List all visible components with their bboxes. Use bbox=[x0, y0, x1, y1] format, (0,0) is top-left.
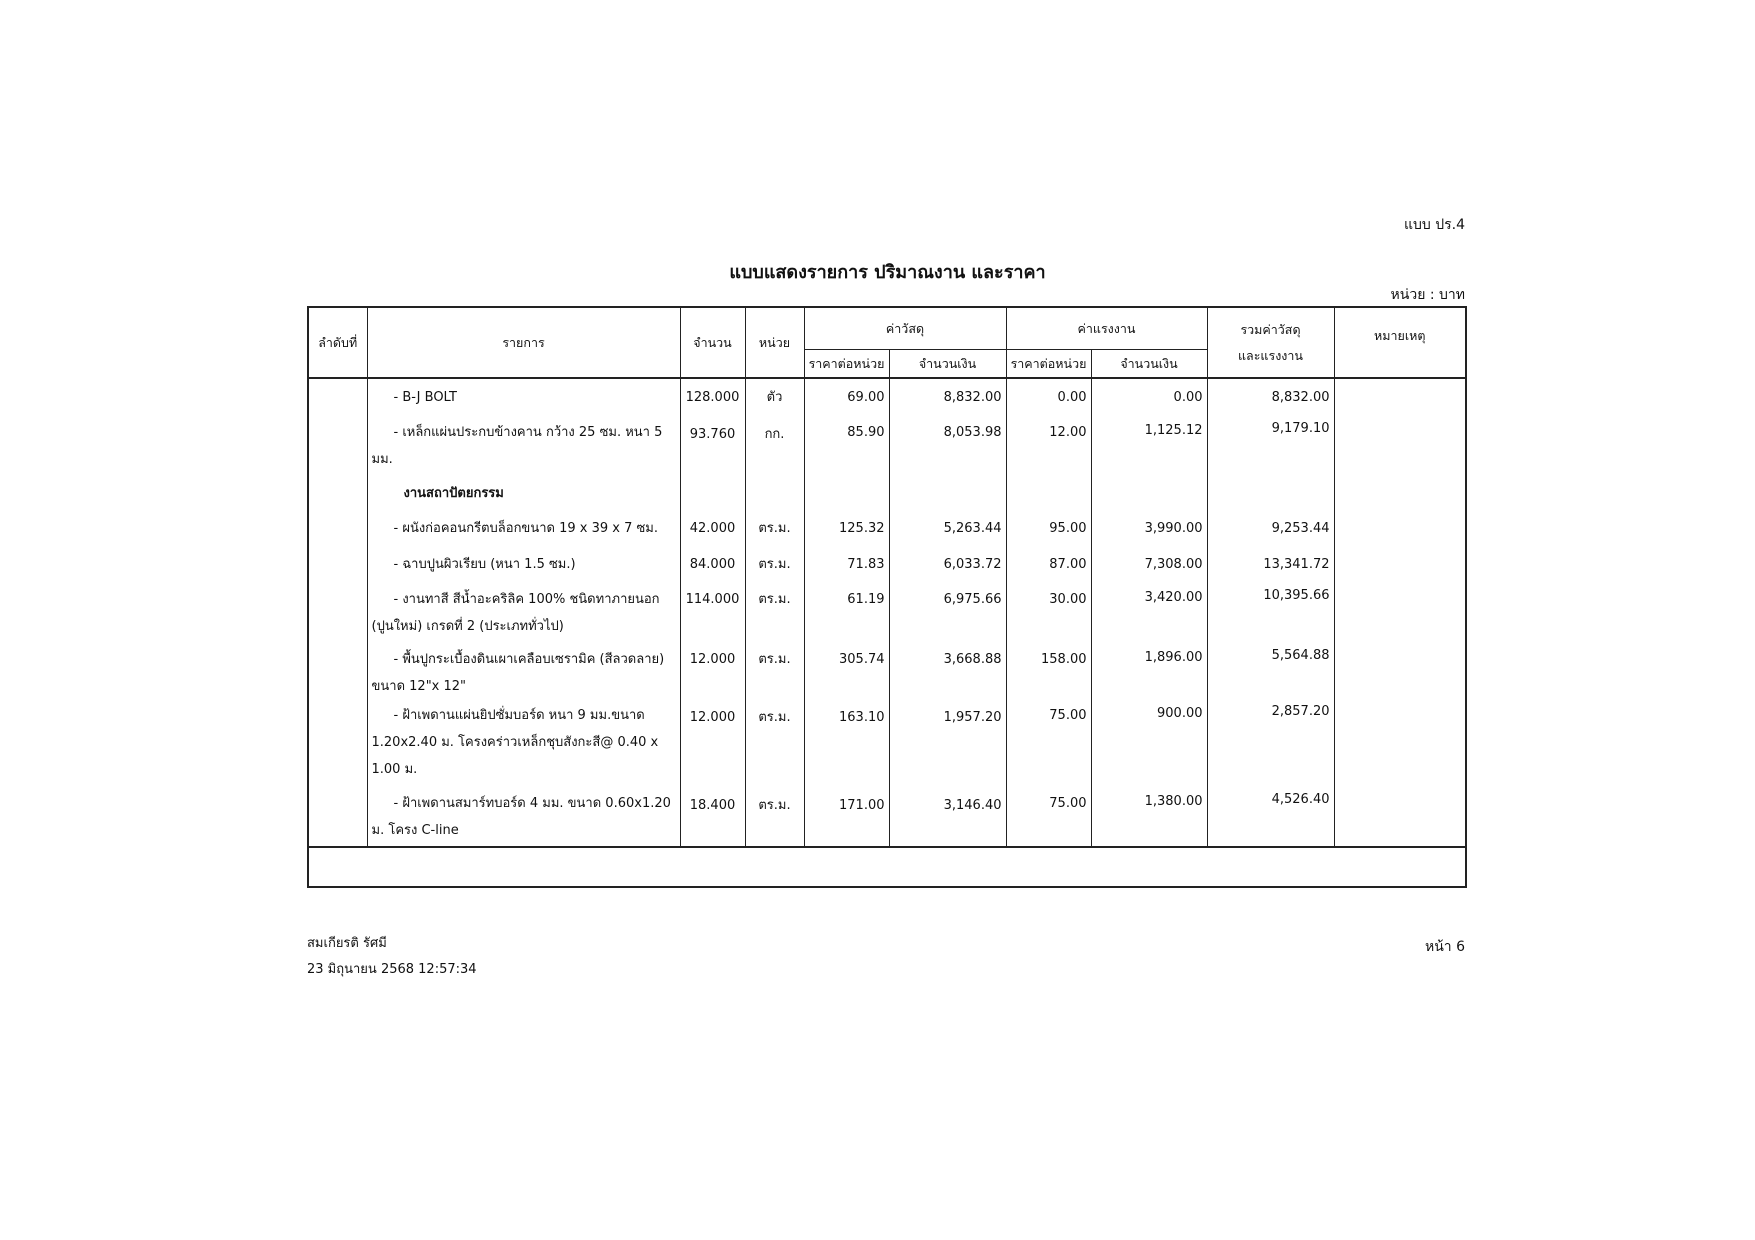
table-row bbox=[308, 546, 1466, 583]
table-row bbox=[308, 703, 1466, 791]
header-total-line2: และแรงงาน bbox=[1238, 347, 1303, 363]
header-remark: หมายเหตุ bbox=[1334, 307, 1466, 378]
item-cell: - ฉาบปูนผิวเรียบ (หนา 1.5 ซม.) bbox=[367, 546, 680, 583]
labor-amount-cell: 3,990.00 bbox=[1091, 510, 1207, 546]
remark-cell bbox=[1334, 791, 1466, 847]
material-amount-cell: 5,263.44 bbox=[889, 510, 1006, 546]
unit-cell: กก. bbox=[745, 416, 804, 476]
labor-amount-cell: 0.00 bbox=[1091, 378, 1207, 416]
total-cell: 8,832.00 bbox=[1207, 378, 1334, 416]
form-code: แบบ ปร.4 bbox=[1403, 217, 1465, 233]
remark-cell bbox=[1334, 510, 1466, 546]
print-datetime: 23 มิถุนายน 2568 12:57:34 bbox=[307, 962, 477, 977]
header-material-cost: ค่าวัสดุ bbox=[804, 307, 1006, 350]
table-row bbox=[308, 791, 1466, 847]
seq-cell bbox=[308, 476, 367, 510]
page-number: หน้า 6 bbox=[1424, 939, 1465, 955]
currency-unit-note: หน่วย : บาท bbox=[1390, 287, 1465, 303]
seq-cell bbox=[308, 643, 367, 703]
labor-unit-price-cell: 75.00 bbox=[1006, 703, 1091, 791]
qty-cell: 114.000 bbox=[680, 583, 745, 643]
material-unit-price-cell: 171.00 bbox=[804, 791, 889, 847]
total-cell: 13,341.72 bbox=[1207, 546, 1334, 583]
labor-unit-price-cell: 87.00 bbox=[1006, 546, 1091, 583]
labor-unit-price-cell: 12.00 bbox=[1006, 416, 1091, 476]
remark-cell bbox=[1334, 378, 1466, 416]
seq-cell bbox=[308, 583, 367, 643]
labor-amount-cell: 7,308.00 bbox=[1091, 546, 1207, 583]
header-labor-cost: ค่าแรงงาน bbox=[1006, 307, 1207, 350]
material-unit-price-cell: 61.19 bbox=[804, 583, 889, 643]
header-material-unit-price: ราคาต่อหน่วย bbox=[804, 350, 889, 379]
material-amount-cell: 3,668.88 bbox=[889, 643, 1006, 703]
material-amount-cell: 8,053.98 bbox=[889, 416, 1006, 476]
table-row bbox=[308, 416, 1466, 476]
remark-cell bbox=[1334, 703, 1466, 791]
labor-unit-price-cell: 158.00 bbox=[1006, 643, 1091, 703]
header-qty: จำนวน bbox=[680, 307, 745, 378]
labor-amount-cell: 1,380.00 bbox=[1091, 791, 1207, 847]
header-material-amount: จำนวนเงิน bbox=[889, 350, 1006, 379]
remark-cell bbox=[1334, 546, 1466, 583]
item-cell: - พื้นปูกระเบื้องดินเผาเคลือบเซรามิค (สีลวดลาย) ขนาด 12"x 12" bbox=[367, 643, 680, 703]
item-cell: - ฝ้าเพดานแผ่นยิปซั่มบอร์ด หนา 9 มม.ขนาด 1.20x2.40 ม. โครงคร่าวเหล็กชุบสังกะสี@ 0.40 x 1.00 ม. bbox=[367, 703, 680, 791]
table-group-row bbox=[308, 476, 1466, 510]
seq-cell bbox=[308, 378, 367, 416]
total-cell: 10,395.66 bbox=[1207, 583, 1334, 643]
item-cell: - งานทาสี สีน้ำอะคริลิค 100% ชนิดทาภายนอก (ปูนใหม่) เกรดที่ 2 (ประเภททั่วไป) bbox=[367, 583, 680, 643]
header-seq: ลำดับที่ bbox=[308, 307, 367, 378]
unit-cell: ตร.ม. bbox=[745, 510, 804, 546]
unit-cell: ตร.ม. bbox=[745, 643, 804, 703]
labor-amount-cell: 900.00 bbox=[1091, 703, 1207, 791]
header-total bbox=[1207, 307, 1334, 378]
table-row bbox=[308, 643, 1466, 703]
material-amount-cell: 6,033.72 bbox=[889, 546, 1006, 583]
material-unit-price-cell: 69.00 bbox=[804, 378, 889, 416]
material-unit-price-cell: 305.74 bbox=[804, 643, 889, 703]
total-cell: 4,526.40 bbox=[1207, 791, 1334, 847]
seq-cell bbox=[308, 791, 367, 847]
qty-cell: 128.000 bbox=[680, 378, 745, 416]
labor-unit-price-cell: 30.00 bbox=[1006, 583, 1091, 643]
unit-cell: ตร.ม. bbox=[745, 703, 804, 791]
header-labor-unit-price: ราคาต่อหน่วย bbox=[1006, 350, 1091, 379]
remark-cell bbox=[1334, 416, 1466, 476]
labor-amount-cell: 3,420.00 bbox=[1091, 583, 1207, 643]
qty-cell: 93.760 bbox=[680, 416, 745, 476]
seq-cell bbox=[308, 510, 367, 546]
material-unit-price-cell: 85.90 bbox=[804, 416, 889, 476]
item-cell: - เหล็กแผ่นประกบข้างคาน กว้าง 25 ซม. หนา 5 มม. bbox=[367, 416, 680, 476]
seq-cell bbox=[308, 546, 367, 583]
total-cell: 5,564.88 bbox=[1207, 643, 1334, 703]
table-row bbox=[308, 510, 1466, 546]
item-cell: - B-J BOLT bbox=[367, 378, 680, 416]
material-amount-cell: 6,975.66 bbox=[889, 583, 1006, 643]
unit-cell: ตร.ม. bbox=[745, 791, 804, 847]
table-row bbox=[308, 378, 1466, 416]
seq-cell bbox=[308, 703, 367, 791]
group-heading-cell: งานสถาปัตยกรรม bbox=[367, 476, 680, 510]
item-cell: - ผนังก่อคอนกรีตบล็อกขนาด 19 x 39 x 7 ซม. bbox=[367, 510, 680, 546]
material-unit-price-cell: 163.10 bbox=[804, 703, 889, 791]
header-total-line1: รวมค่าวัสดุ bbox=[1240, 321, 1301, 337]
total-cell: 2,857.20 bbox=[1207, 703, 1334, 791]
labor-unit-price-cell: 95.00 bbox=[1006, 510, 1091, 546]
qty-cell: 84.000 bbox=[680, 546, 745, 583]
labor-unit-price-cell: 75.00 bbox=[1006, 791, 1091, 847]
preparer-name: สมเกียรติ รัศมี bbox=[307, 936, 387, 951]
remark-cell bbox=[1334, 583, 1466, 643]
material-amount-cell: 8,832.00 bbox=[889, 378, 1006, 416]
qty-cell: 18.400 bbox=[680, 791, 745, 847]
item-cell: - ฝ้าเพดานสมาร์ทบอร์ด 4 มม. ขนาด 0.60x1.20 ม. โครง C-line bbox=[367, 791, 680, 847]
qty-cell: 42.000 bbox=[680, 510, 745, 546]
unit-cell: ตัว bbox=[745, 378, 804, 416]
qty-cell: 12.000 bbox=[680, 703, 745, 791]
labor-amount-cell: 1,896.00 bbox=[1091, 643, 1207, 703]
total-cell: 9,253.44 bbox=[1207, 510, 1334, 546]
bill-of-quantities-table bbox=[307, 306, 1467, 888]
table-row bbox=[308, 583, 1466, 643]
header-unit: หน่วย bbox=[745, 307, 804, 378]
header-item: รายการ bbox=[367, 307, 680, 378]
total-cell: 9,179.10 bbox=[1207, 416, 1334, 476]
document-title: แบบแสดงรายการ ปริมาณงาน และราคา bbox=[729, 262, 1046, 283]
material-amount-cell: 1,957.20 bbox=[889, 703, 1006, 791]
material-unit-price-cell: 71.83 bbox=[804, 546, 889, 583]
material-amount-cell: 3,146.40 bbox=[889, 791, 1006, 847]
header-labor-amount: จำนวนเงิน bbox=[1091, 350, 1207, 379]
table-footer-blank-row bbox=[308, 847, 1466, 887]
seq-cell bbox=[308, 416, 367, 476]
labor-amount-cell: 1,125.12 bbox=[1091, 416, 1207, 476]
qty-cell: 12.000 bbox=[680, 643, 745, 703]
labor-unit-price-cell: 0.00 bbox=[1006, 378, 1091, 416]
unit-cell: ตร.ม. bbox=[745, 546, 804, 583]
unit-cell: ตร.ม. bbox=[745, 583, 804, 643]
material-unit-price-cell: 125.32 bbox=[804, 510, 889, 546]
remark-cell bbox=[1334, 643, 1466, 703]
